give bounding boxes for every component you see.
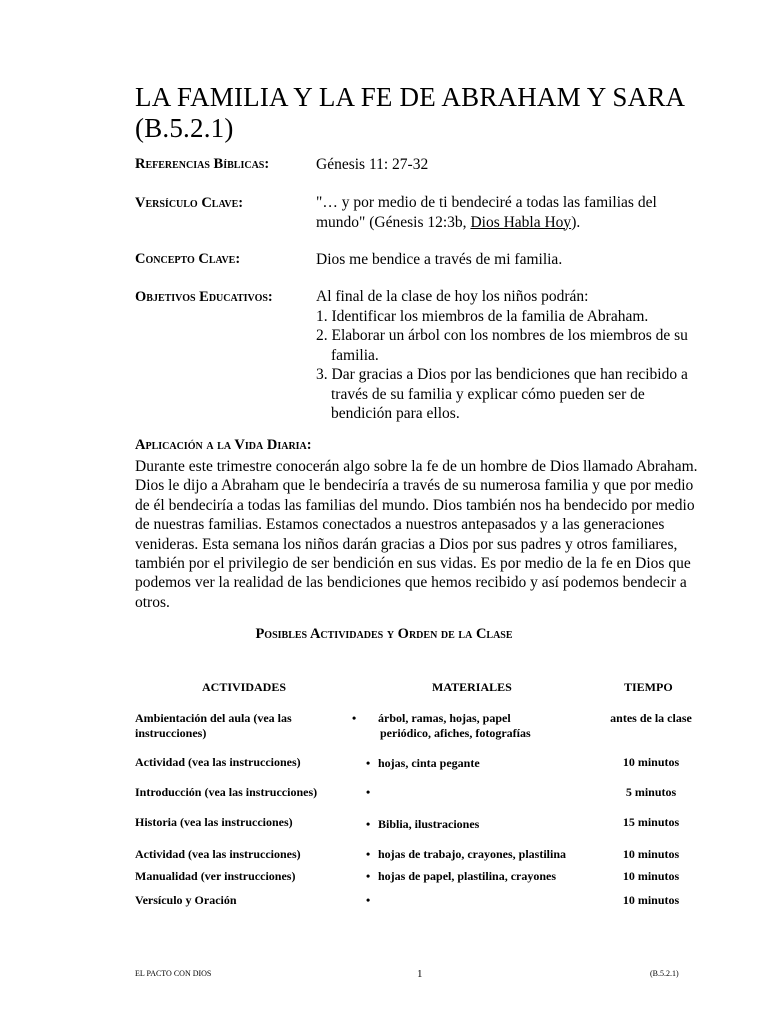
bullet: • (366, 817, 371, 831)
key-verse-label: Versículo Clave: (135, 195, 244, 211)
activity-cell: Actividad (vea las instrucciones) (135, 847, 301, 861)
activity-cell: Actividad (vea las instrucciones) (135, 755, 301, 769)
bullet: • (366, 847, 371, 861)
bullet: • (366, 785, 371, 799)
materials-text: árbol, ramas, hojas, papel periódico, afiches, fotografías (378, 711, 531, 740)
time-cell: 10 minutos (622, 869, 680, 883)
objectives-intro: Al final de la clase de hoy los niños podrán: (316, 288, 589, 305)
time-cell: 10 minutos (622, 893, 680, 907)
materials-text: hojas, cinta pegante (378, 756, 480, 770)
activity-cell: Manualidad (ver instrucciones) (135, 869, 296, 883)
time-cell: 15 minutos (622, 815, 680, 829)
time-cell: antes de la clase (610, 711, 692, 725)
activity-cell: Introducción (vea las instrucciones) (135, 785, 318, 799)
bullet: • (366, 756, 371, 770)
time-cell: 10 minutos (622, 847, 680, 861)
key-verse-value (316, 193, 706, 232)
objectives-list (316, 287, 706, 424)
materials-cell (366, 893, 586, 908)
materials-text: Biblia, ilustraciones (378, 817, 480, 831)
bible-version-link[interactable]: Dios Habla Hoy (470, 213, 572, 231)
activity-cell: Historia (vea las instrucciones) (135, 815, 293, 829)
concept-label: Concepto Clave: (135, 251, 241, 267)
time-cell: 10 minutos (622, 755, 680, 769)
application-text: Durante este trimestre conocerán algo sobre la fe de un hombre de Dios llamado Abraham. Dios le dijo a Abraham que le bendeciría a través de su numerosa familia y que por medio de él bendeciría a todas las familias del mundo. Dios también nos ha bendecido por medio de nuestras familias. Estamos conectados a nuestros antepasados y a las generaciones venideras. Esta semana los niños darán gracias a Dios por sus padres y otros familiares, también por el privilegio de ser bendición en sus vidas. Es por medio de la fe en Dios que podemos ver la realidad de las bendiciones que hemos recibido y así podemos bendecir a otros. (135, 458, 698, 611)
materials-cell (352, 711, 560, 741)
activity-cell: Versículo y Oración (135, 893, 237, 907)
materials-text: hojas de trabajo, crayones, plastilina (378, 847, 567, 861)
materials-cell (366, 817, 586, 832)
activities-heading: Posibles Actividades y Orden de la Clase (255, 626, 513, 642)
footer-left: EL PACTO CON DIOS (135, 969, 212, 978)
objective-item: 1. Identificar los miembros de la familia de Abraham. (316, 307, 649, 325)
key-verse-end: ). (571, 213, 581, 231)
materials-cell (366, 756, 586, 771)
activity-cell: Ambientación del aula (vea las instrucciones) (135, 711, 292, 740)
references-value: Génesis 11: 27-32 (316, 156, 429, 173)
column-header-materials: MATERIALES (432, 680, 512, 694)
lesson-title: LA FAMILIA Y LA FE DE ABRAHAM Y SARA (B.5.2.1) (135, 82, 684, 143)
footer-right: (B.5.2.1) (650, 969, 679, 978)
key-verse-text: "… y por medio de ti bendeciré a todas las familias del mundo" (Génesis 12:3b, (316, 194, 657, 231)
references-label: Referencias Bíblicas: (135, 156, 270, 172)
bullet: • (366, 893, 371, 907)
page-number: 1 (417, 968, 423, 980)
materials-cell (366, 785, 586, 800)
column-header-time: TIEMPO (624, 680, 673, 694)
materials-cell (366, 869, 586, 884)
bullet: • (366, 869, 371, 883)
time-cell: 5 minutos (625, 785, 677, 799)
application-heading: Aplicación a la Vida Diaria: (135, 437, 312, 453)
objective-item: 2. Elaborar un árbol con los nombres de los miembros de su familia. (316, 327, 688, 364)
objective-item: 3. Dar gracias a Dios por las bendiciones que han recibido a través de su familia y explicar cómo pueden ser de bendición para ellos. (316, 366, 688, 422)
bullet: • (352, 711, 357, 725)
column-header-activities: ACTIVIDADES (202, 680, 287, 694)
materials-cell (366, 847, 586, 862)
concept-value: Dios me bendice a través de mi familia. (316, 251, 563, 268)
objectives-label: Objetivos Educativos: (135, 289, 273, 305)
materials-text: hojas de papel, plastilina, crayones (378, 869, 557, 883)
